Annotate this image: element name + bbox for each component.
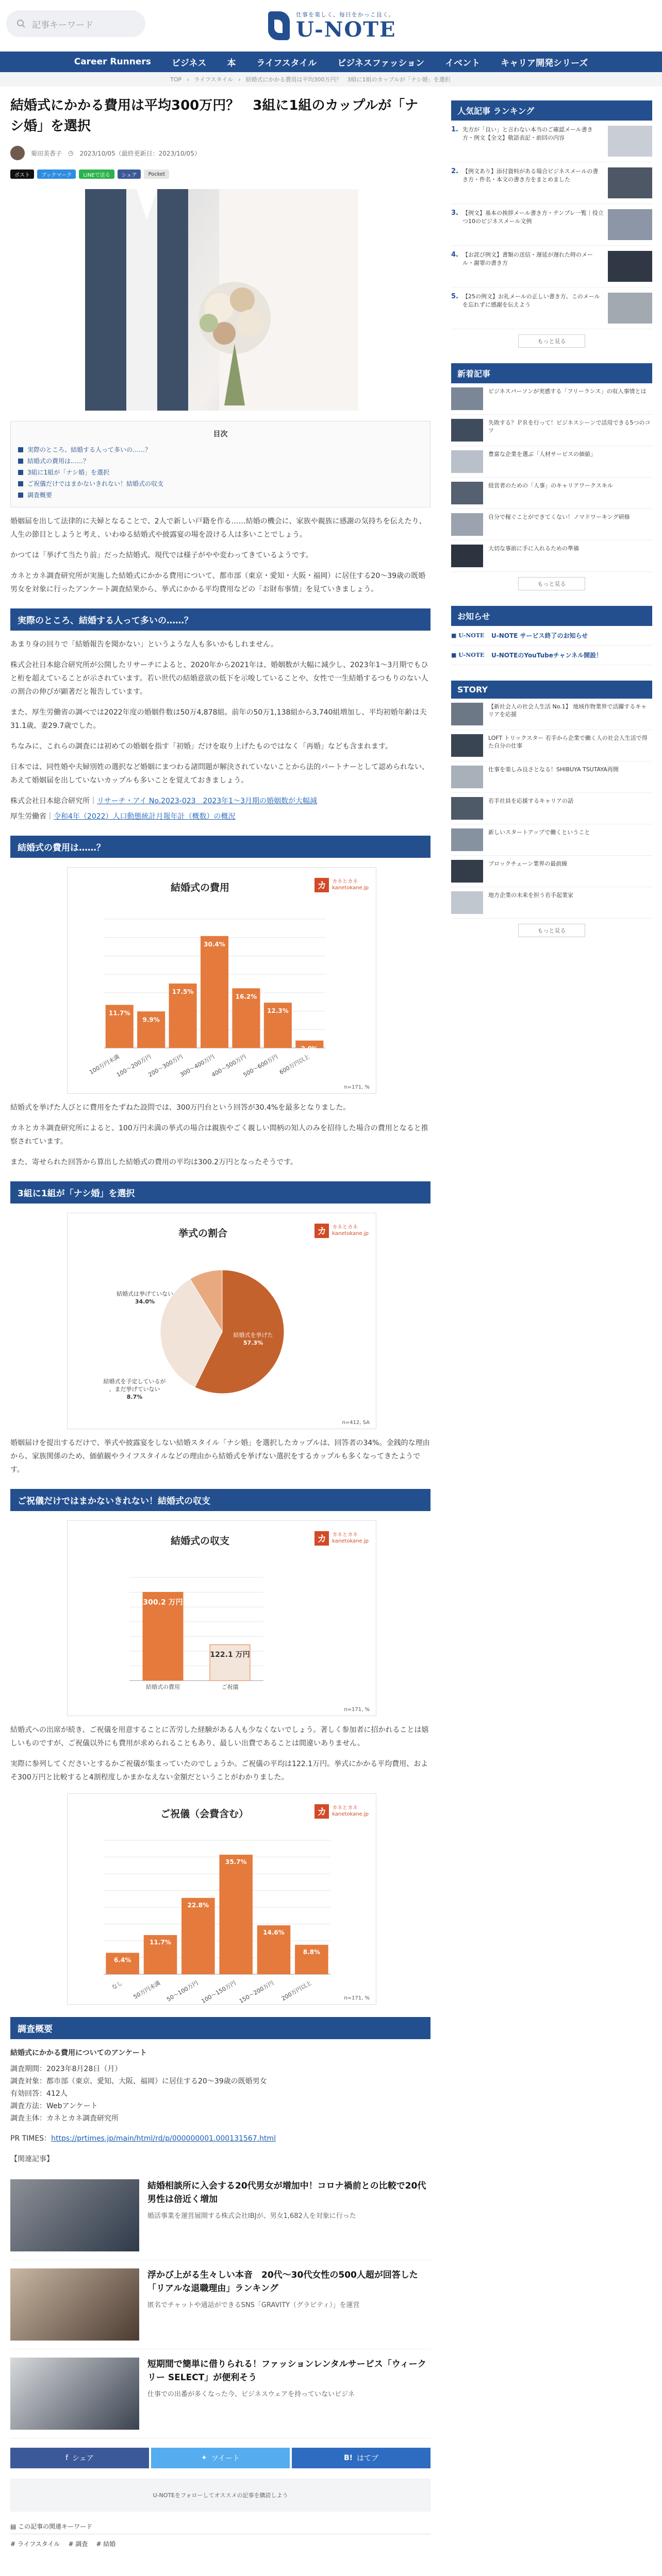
tag-icon: ▤ [10,2523,19,2530]
body-paragraph: カネとカネ調査研究所が実施した結婚式にかかる費用について、都市部（東京・愛知・大阪・福岡）に居住する20〜39歳の既婚男女を対象に行ったアンケート調査結果から、挙式にかかる平均費用などの「お財布事情」を見ていきましょう。 [10,572,426,594]
bar-data-label: 9.9% [142,1016,160,1024]
bar-data-label: 8.8% [303,1948,320,1956]
share-facebook-button[interactable]: シェア [118,170,141,179]
chart-title: 挙式の割合 [178,1228,228,1239]
bar [219,1855,253,1974]
article-meta [10,146,431,160]
bar-data-label: 11.7% [150,1938,171,1946]
related-thumbnail[interactable] [10,2358,139,2430]
breadcrumb [0,72,662,87]
bar [201,936,228,1048]
bar [181,1898,215,1974]
main-nav [0,52,662,72]
nav-item-books[interactable]: 本 [227,58,236,69]
new-item[interactable]: 失敗する？ＰＲを行って！ビジネスシーンで活用できる5つのコツ [451,415,652,446]
publish-date: 2023/10/05（最終更新日：2023/10/05） [79,149,201,157]
body-paragraph: 株式会社日本総合研究所が公開したリサーチによると、2020年から2021年は、婚姻数が大幅に減少し、2023年1〜3月期でもひと桁を超えていることが示されています。若い世代の結婚意欲の低下を示唆していることや、女性で一生結婚するつもりのない人の割合の伸びが顕著だと報告しています。 [10,661,428,696]
new-item[interactable]: 大切な事前に手に入れるための準備 [451,540,652,572]
new-item[interactable]: 豊富な企業を選ぶ「人材サービスの価値」 [451,446,652,478]
body-paragraph: ちなみに、これらの調査には初めての婚姻を指す「初婚」だけを取り上げたものではなく「再婚」なども含まれます。 [10,742,392,751]
cost-chart-svg [68,868,377,1094]
survey-line: 調査方法：Webアンケート [10,2102,98,2110]
nav-item-career-series[interactable]: キャリア開発シリーズ [501,58,588,69]
pr-times-line: PR TIMES：https://prtimes.jp/main/html/rd/p/000000001.000131567.html [10,2134,276,2143]
ranking-thumbnail[interactable] [608,126,652,157]
share-tweet-button[interactable]: ✦ ツイート [151,2448,290,2468]
ranking-item[interactable]: 5. 【25の例文】お礼メールの正しい書き方。このメールを忘れずに感謝を伝えよう [451,287,652,329]
new-list [451,383,652,572]
story-item[interactable]: 仕事を楽しみ良さとなる！SHIBUYA TSUTAYA再開 [451,761,652,793]
related-desc: 匿名でチャットや通話ができるSNS「GRAVITY（グラビティ）」を運営 [147,2301,360,2309]
source-line: 厚生労働省｜令和4年（2022）人口動態統計月報年計（概数）の概況 [10,812,236,821]
related-title[interactable]: 結婚相談所に入会する20代男女が増加中！コロナ禍前との比較で20代男性は倍近く増加 [147,2181,426,2205]
ranking-item[interactable]: 3. 【例文】基本の挨拶メール書き方・テンプレ一覧｜役立つ10のビジネスメール文例 [451,204,652,246]
breadcrumb-current: 結婚式にかかる費用は平均300万円？ 3組に1組のカップルが「ナシ婚」を選択 [245,76,451,83]
source-line: 株式会社日本総合研究所｜リサーチ・アイ No.2023-023 2023年1〜3月期の婚姻数が大幅減 [10,797,317,805]
nav-item-career-runners[interactable]: Career Runners [74,57,151,67]
body-paragraph: カネとカネ調査研究所によると、100万円未満の挙式の場合は親族やごく親しい間柄の知人のみを招待した場合の費用となると推察されています。 [10,1124,428,1146]
share-x-button[interactable]: ポスト [10,170,34,179]
chart-title: 結婚式の費用 [171,882,230,893]
ranking-more-button[interactable]: もっと見る [518,334,585,348]
pie-label: 結婚式は挙げていない [117,1291,173,1297]
tag-list [10,2539,431,2548]
related-label: 【関連記事】 [10,2155,54,2163]
kanetokane-logo: カ カネとカネ kanetokane.jp [315,1531,369,1546]
sample-note: n=171, % [344,1707,370,1713]
body-paragraph: 婚姻届を出して法律的に夫婦となることで、2人で新しい戸籍を作る……結婚の機会に、家族や親族に感謝の気持ちを伝えたり、人生の節目としようと考え、いわゆる結婚式や披露宴の場を設ける人は多いことでしょう。 [10,517,426,539]
facebook-icon: f [65,2454,69,2462]
breadcrumb-home[interactable]: TOP [170,76,182,83]
avatar[interactable] [10,146,25,160]
bar-data-label: 6.4% [114,1956,131,1964]
ranking-thumbnail[interactable] [608,293,652,324]
search-icon [16,19,26,28]
x-tick-label: 100〜150万円 [200,1979,237,2005]
story-list [451,699,652,919]
x-tick-label: 50〜100万円 [166,1979,200,2003]
story-more-button[interactable]: もっと見る [518,924,585,937]
related-title[interactable]: 短期間で簡単に借りられる！ファッションレンタルサービス「ウィークリー SELECT」が便利そう [147,2359,426,2383]
x-tick-label: なし [110,1979,124,1991]
logo-tagline: 仕事を楽しく、毎日をかっこ良く。 [296,11,395,18]
table-of-contents [10,421,431,507]
bar-data-label: 22.8% [187,1901,209,1909]
gift-chart-svg [68,1794,377,2005]
bar-data-label: 300.2 万円 [143,1598,183,1607]
survey-details [10,2063,431,2125]
logo-name: U-NOTE [296,18,396,42]
article [10,95,431,2548]
toc-item[interactable]: 3組に1組が「ナシ婚」を選択 [18,467,423,478]
ranking-item[interactable]: 1. 先方が「良い」と言わない本当のご確認メール書き方・例文【全文】敬語表記・前回の内容 [451,121,652,162]
toc-bullet-icon [18,493,23,498]
new-heading: 新着記事 [451,363,652,383]
bird-icon: ✦ [201,2454,207,2462]
sample-note: n=171, % [344,1084,370,1090]
wedding-photo-illustration [85,189,358,411]
bar-data-label: 11.7% [108,1009,130,1017]
section-heading: 調査概要 [10,2017,431,2039]
x-tick-label: 600万円以上 [278,1053,311,1076]
story-item[interactable]: 【新社会人の社会人生活 No.1】 地域作物業界で活躍するキャリアを応援 [451,699,652,730]
survey-line: 調査期間：2023年8月28日（月） [10,2065,122,2073]
pie-label: 結婚式を挙げた [233,1332,273,1338]
section-heading: 3組に1組が「ナシ婚」を選択 [10,1181,431,1204]
new-more-button[interactable]: もっと見る [518,577,585,590]
tags-label: ▤ この記事の関連キーワード [10,2522,431,2534]
sidebar [451,100,652,937]
body-paragraph: 結婚式を挙げた人びとに費用をたずねた設問では、300万円台という回答が30.4%を最多となりました。 [10,1104,351,1112]
sample-note: n=171, % [344,1995,370,2001]
hatena-icon: B! [343,2454,353,2462]
breadcrumb-sep-icon: › [238,76,241,83]
story-heading: STORY [451,681,652,699]
section-heading: 実際のところ、結婚する人って多いの……？ [10,608,431,631]
toc-item[interactable]: 調査概要 [18,489,423,501]
ceremony-pie-chart [67,1213,376,1429]
ceremony-pie-svg [68,1213,377,1430]
related-thumbnail[interactable] [10,2179,139,2251]
body-paragraph: また、寄せられた回答から算出した結婚式の費用の平均は300.2万円となったそうです。 [10,1158,297,1166]
nav-item-lifestyle[interactable]: ライフスタイル [256,58,317,69]
toc-item[interactable]: 結婚式の費用は……？ [18,455,423,467]
pie-value-label: 8.7% [126,1394,143,1400]
bar-data-label: 12.3% [267,1007,289,1015]
hero-image [85,189,358,411]
breadcrumb-sep-icon: › [187,76,189,83]
story-item[interactable]: 若手社員を応援するキャリアの話 [451,793,652,824]
author-name[interactable]: 菊田美香子 [31,149,62,157]
chart-title: 結婚式の収支 [171,1535,230,1547]
x-tick-label: 100万円未満 [88,1053,121,1076]
search-placeholder: 記事キーワード [32,20,93,30]
related-article[interactable] [10,2349,431,2438]
bar-data-label: 122.1 万円 [210,1651,250,1659]
body-paragraph: 日本では、同性婚や夫婦別姓の選択など婚姻にまつわる諸問題が解決されていないことから法的パートナーとして認められない、あえて婚姻届を出していないカップルも多いことを覚えておきましょう。 [10,763,429,785]
source-link[interactable]: リサーチ・アイ No.2023-023 2023年1〜3月期の婚姻数が大幅減 [97,797,317,805]
bar-data-label: 30.4% [204,940,225,948]
x-tick-label: 100〜200万円 [115,1053,153,1079]
x-tick-label: 結婚式の費用 [146,1684,180,1690]
toc-bullet-icon [18,447,23,452]
clock-icon: ◷ [68,149,74,157]
pie-value-label: 34.0% [135,1298,155,1305]
x-tick-label: 400〜500万円 [210,1053,247,1079]
x-tick-label: 50万円未満 [132,1979,162,2001]
bar-data-label: 35.7% [225,1858,247,1866]
related-title[interactable]: 浮かび上がる生々しい本音 20代〜30代女性の500人超が回答した「リアルな退職理由」ランキング [147,2270,418,2294]
logo-mark-icon [268,11,290,40]
section-heading: 結婚式の費用は……？ [10,836,431,858]
notice-item[interactable]: ■ U-NOTE U-NOTE サービス終了のお知らせ [451,626,652,646]
pie-label: 、まだ挙げていない [109,1386,160,1393]
share-hatebu-button[interactable]: B! はてブ [292,2448,431,2468]
related-desc: 仕事での出番が多くなった今、ビジネスウェアを持っていないビジネ [147,2391,355,2398]
toc-bullet-icon [18,481,23,486]
survey-line: 調査対象：都市部（東京、愛知、大阪、福岡）に居住する20〜39歳の既婚男女 [10,2077,267,2086]
sample-note: n=412, SA [342,1420,370,1426]
related-desc: 婚活事業を運営展開する株式会社IBJが、男女1,682人を対象に行った [147,2212,356,2220]
share-bar-top [10,170,431,179]
x-tick-label: 500〜600万円 [242,1053,279,1079]
pie-value-label: 57.3% [243,1340,263,1346]
related-articles [10,2171,431,2438]
x-tick-label: 300〜400万円 [178,1053,216,1079]
pr-times-link[interactable]: https://prtimes.jp/main/html/rd/p/000000001.000131567.html [51,2134,276,2143]
related-article[interactable] [10,2260,431,2349]
ranking-list [451,121,652,329]
x-tick-label: 200万円以上 [280,1979,313,2003]
body-paragraph: かつては「挙げて当たり前」だった結婚式。現代では様子がやや変わってきているようです。 [10,551,313,560]
x-tick-label: 150〜200万円 [238,1979,275,2005]
nav-item-fashion[interactable]: ビジネスファッション [337,58,425,69]
survey-line: 有効回答：412人 [10,2090,68,2098]
toc-item[interactable]: 実際のところ、結婚する人って多いの……？ [18,444,423,455]
tag-link[interactable]: # 結婚 [96,2540,116,2548]
kanetokane-logo: カ カネとカネ kanetokane.jp [315,1224,369,1238]
nav-item-business[interactable]: ビジネス [171,58,207,69]
story-item[interactable]: ブロックチェーン業界の最前線 [451,856,652,887]
kanetokane-logo: カ カネとカネ kanetokane.jp [315,878,369,892]
x-tick-label: ご祝儀 [221,1684,239,1690]
body-paragraph: 結婚式への出席が続き、ご祝儀を用意することに苦労した経験がある人も少なくないでしょう。著しく参加者に招かれることは嬉しいものですが、ご祝儀以外にも費用が求められることもあり、最しい出費であることは間違いありません。 [10,1726,429,1748]
related-article[interactable] [10,2171,431,2260]
kanetokane-logo: カ カネとカネ kanetokane.jp [315,1804,369,1819]
search-input[interactable] [6,10,145,37]
share-pocket-button[interactable]: Pocket [144,170,169,179]
breadcrumb-category[interactable]: ライフスタイル [194,76,234,83]
toc-bullet-icon [18,459,23,464]
follow-banner[interactable]: U-NOTEをフォローしてオススメの記事を購読しよう [10,2479,431,2512]
chart-title: ご祝儀（会費含む） [160,1808,249,1820]
ranking-thumbnail[interactable] [608,251,652,282]
x-tick-label: 200〜300万円 [147,1053,184,1079]
share-line-button[interactable]: LINEで送る [79,170,114,179]
new-item[interactable]: 経営者のための「人事」のキャリアワークスキル [451,478,652,509]
new-item[interactable]: 自分で稼ぐことができてくない！ノマドワーキング研修 [451,509,652,540]
new-item[interactable]: ビジネスパーソンが実感する「フリーランス」の収入事情とは [451,383,652,415]
site-header [0,0,662,52]
survey-line: 調査主体：カネとカネ調査研究所 [10,2114,119,2123]
ranking-thumbnail[interactable] [608,167,652,198]
bar-data-label: 17.5% [172,988,194,995]
share-facebook-button[interactable]: f シェア [10,2448,149,2468]
share-hatena-button[interactable]: ブックマーク [37,170,76,179]
section-heading: ご祝儀だけではまかないきれない！結婚式の収支 [10,1489,431,1511]
balance-chart [67,1520,376,1716]
ranking-item[interactable]: 4. 【お詫び例文】書類の送信・遅延が遅れた時のメール・謝罪の書き方 [451,246,652,287]
story-item[interactable]: 地方企業の未来を担う若手起業家 [451,887,652,919]
survey-title: 結婚式にかかる費用についてのアンケート [10,2049,147,2057]
body-paragraph: また、厚生労働省の調べでは2022年度の婚姻件数は50万4,878組。前年の50万1,138組から3,740組増加し、平均初婚年齢は夫31.1歳、妻29.7歳でした。 [10,708,427,730]
article-title: 結婚式にかかる費用は平均300万円？ 3組に1組のカップルが「ナシ婚」を選択 [10,98,419,134]
site-logo[interactable] [268,6,402,45]
toc-bullet-icon [18,470,23,475]
balance-chart-svg [68,1521,377,1717]
bar-data-label: 2.0% [301,1045,318,1053]
story-item[interactable]: 新しいスタートアップで働くということ [451,824,652,856]
bar [210,1645,250,1681]
body-paragraph: あまり身の回りで「結婚報告を聞かない」というような人も多いかもしれません。 [10,640,278,649]
tag-link[interactable]: # 調査 [68,2540,88,2548]
ranking-thumbnail[interactable] [608,209,652,240]
cost-chart [67,867,376,1094]
ranking-heading: 人気記事 ランキング [451,100,652,121]
toc-item[interactable]: ご祝儀だけではまかないきれない！結婚式の収支 [18,478,423,489]
body-paragraph: 婚姻届けを提出するだけで、挙式や披露宴をしない結婚スタイル「ナシ婚」を選択したカップルは、回答者の34%。金銭的な理由から、家族関係のため、価値観やライフスタイルなどの理由から結婚式を挙げない選択をするカップルも多くなってきたようです。 [10,1439,430,1474]
tag-link[interactable]: # ライフスタイル [10,2540,60,2548]
ranking-item[interactable]: 2. 【例文あり】添付資料がある場合ビジネスメールの書き方・件名・本文の書き方をまとめました [451,162,652,204]
bar-data-label: 16.2% [235,993,257,1001]
notice-heading: お知らせ [451,606,652,626]
nav-item-event[interactable]: イベント [445,58,481,69]
notice-item[interactable]: ■ U-NOTE U-NOTEのYouTubeチャンネル開設！ [451,646,652,665]
bar-data-label: 14.6% [263,1929,285,1937]
pie-label: 結婚式を予定しているが [103,1378,166,1385]
gift-chart [67,1793,376,2005]
toc-title: 目次 [213,430,228,438]
source-link[interactable]: 令和4年（2022）人口動態統計月報年計（概数）の概況 [54,812,236,821]
body-paragraph: 実際に参列してくださいとするかご祝儀が集まっていたのでしょうか。ご祝儀の平均は122.1万円。挙式にかかる平均費用、およそ300万円と比較すると4割程度しかまかなえない金額だということがわかりました。 [10,1760,428,1782]
share-bar-bottom [10,2448,431,2468]
story-item[interactable]: LOFT トリックスター 若手から企業で働く人の社会人生活で得た自分の仕事 [451,730,652,761]
related-thumbnail[interactable] [10,2268,139,2341]
